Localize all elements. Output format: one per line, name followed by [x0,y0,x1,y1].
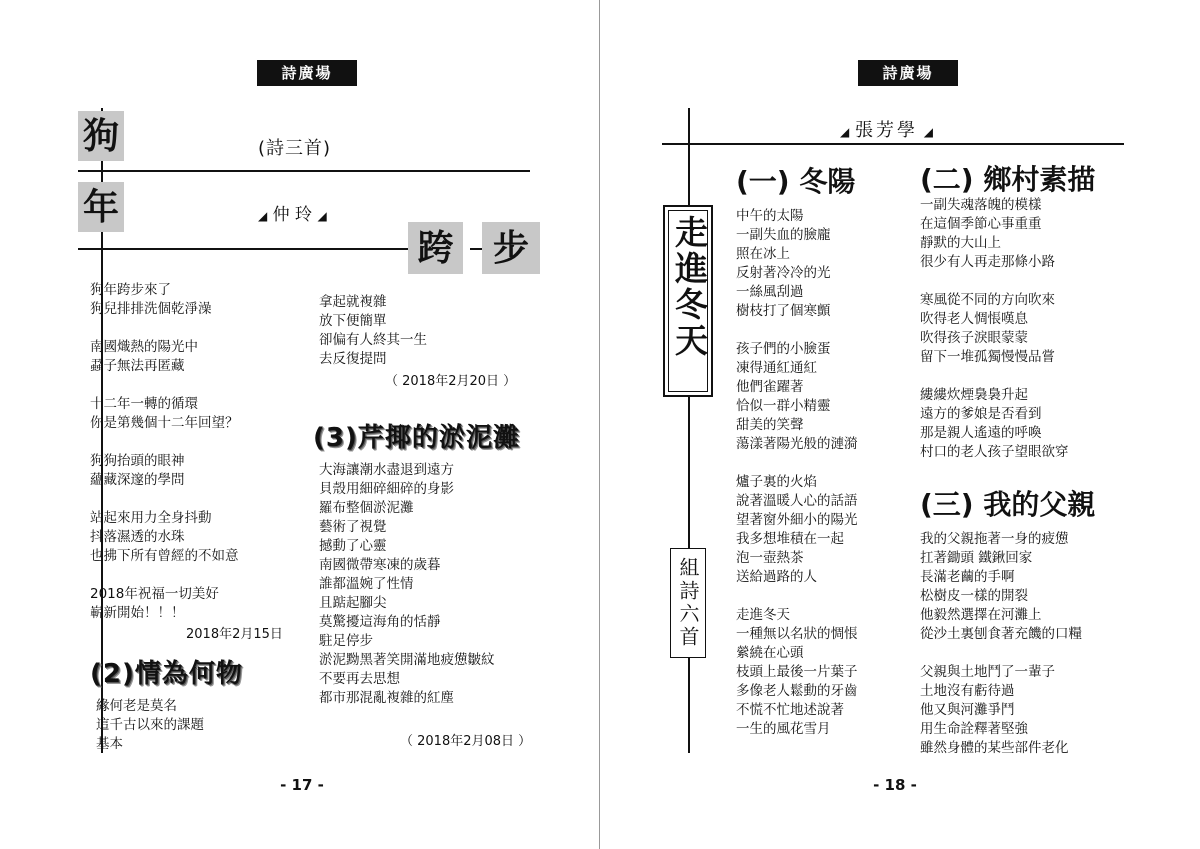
poem-line: 用生命詮釋著堅強 [920,721,1028,737]
author-line: ◢ 仲 玲 ◢ [258,205,327,225]
vertical-title: 走進冬天 [670,215,709,359]
poem-line: 都市那混亂複雜的紅塵 [319,690,454,706]
poem-1-body [90,281,239,623]
poem-1-body [736,207,858,739]
poem-line: 雖然身體的某些部件老化 [920,740,1069,756]
title-char-stride: 跨 [408,222,463,274]
poem-line: 莫驚擾這海角的恬靜 [319,614,441,630]
page-number: - 18 - [873,776,917,794]
title-char-dog: 狗 [78,111,124,161]
poem-line: 南國微帶寒凍的歲暮 [319,557,441,573]
horizontal-rule [662,143,1124,145]
poem-line: 送給過路的人 [736,569,817,585]
poem-2-heading: (2)情為何物 [90,659,243,689]
poem-line: 爐子裏的火焰 [736,474,817,490]
poem-line: 站起來用力全身抖動 [90,510,212,526]
poem-line: 村口的老人孩子望眼欲穿 [920,444,1069,460]
right-page [600,0,1200,849]
horizontal-rule-bottom [78,248,408,250]
poem-line: 卻偏有人終其一生 [319,332,427,348]
horizontal-rule-top [78,170,530,172]
poem-line: 狗兒排排洗個乾淨澡 [90,301,212,317]
poem-2-heading: (二) 鄉村素描 [920,163,1096,196]
poem-line: 駐足停步 [319,633,373,649]
poem-line: 孩子們的小臉蛋 [736,341,831,357]
poem-line: 你是第幾個十二年回望？ [90,415,239,431]
rule-connector [470,248,482,250]
poem-line: 靜默的大山上 [920,235,1001,251]
poem-line: 那是親人遙遠的呼喚 [920,425,1042,441]
poem-line: 藝術了視覺 [319,519,387,535]
poem-1-heading: (一) 冬陽 [736,165,856,198]
poem-line: 撼動了心靈 [319,538,387,554]
poem-line: 樹枝打了個寒顫 [736,303,831,319]
poem-3-heading: (三) 我的父親 [920,488,1096,521]
poem-line: 一種無以名狀的惆悵 [736,626,858,642]
poem-line: 狗狗抬頭的眼神 [90,453,185,469]
vertical-subtitle: 組詩六首 [676,557,700,649]
title-char-step: 步 [482,222,540,274]
poem-line: 縈繞在心頭 [736,645,804,661]
poem-line: 土地沒有虧待過 [920,683,1015,699]
poem-2-body-col1 [96,697,204,754]
poem-line: 羅布整個淤泥灘 [319,500,414,516]
poem-line: 放下便簡單 [319,313,387,329]
poem-line: 且踮起腳尖 [319,595,387,611]
poem-line: 誰都溫婉了性情 [319,576,414,592]
poem-line: 他毅然選擇在河灘上 [920,607,1042,623]
poem-line: 甜美的笑聲 [736,417,804,433]
author-name: 仲 玲 [272,205,313,225]
poem-line: 基本 [96,736,123,752]
poem-line: 枝頭上最後一片葉子 [736,664,858,680]
poem-line: 寒風從不同的方向吹來 [920,292,1055,308]
poem-line: 中午的太陽 [736,208,804,224]
poem-line: 2018年祝福一切美好 [90,586,219,602]
poem-line: 蕩漾著陽光般的漣漪 [736,436,858,452]
poem-line: 恰似一群小精靈 [736,398,831,414]
poem-3-body [319,461,495,708]
poem-2-date: （ 2018年2月20日 ） [385,374,517,389]
poem-1-date: 2018年2月15日 [186,627,283,642]
poem-line: 拿起就複雜 [319,294,387,310]
poem-line: 嶄新開始！！！ [90,605,185,621]
poem-line: 很少有人再走那條小路 [920,254,1055,270]
poem-line: 南國熾熱的陽光中 [90,339,198,355]
poem-line: 從沙土裏刨食著充饑的口糧 [920,626,1082,642]
poem-line: 長滿老繭的手啊 [920,569,1015,585]
vertical-title-box [663,205,713,397]
page-number: - 17 - [280,776,324,794]
poem-line: 一生的風花雪月 [736,721,831,737]
poem-line: 大海讓潮水盡退到遠方 [319,462,454,478]
poem-line: 遠方的爹娘是否看到 [920,406,1042,422]
poem-3-body [920,530,1082,758]
poem-line: 縷縷炊煙裊裊升起 [920,387,1028,403]
poem-line: 他們雀躍著 [736,379,804,395]
poem-line: 在這個季節心事重重 [920,216,1042,232]
title-char-year: 年 [78,182,124,232]
author-name: 張芳學 [854,120,918,141]
poem-line: 泡一壺熱茶 [736,550,804,566]
poem-line: 照在冰上 [736,246,790,262]
poem-line: 我多想堆積在一起 [736,531,844,547]
poem-line: 凍得通紅通紅 [736,360,817,376]
poem-line: 走進冬天 [736,607,790,623]
poem-2-body-col2 [319,293,427,369]
poem-line: 十二年一轉的循環 [90,396,198,412]
poem-line: 父親與土地鬥了一輩子 [920,664,1055,680]
poem-line: 貝殼用細碎細碎的身影 [319,481,454,497]
poem-line: 不要再去思想 [319,671,400,687]
poem-line: 他又與河灘爭鬥 [920,702,1015,718]
poem-line: 一絲風刮過 [736,284,804,300]
poem-line: 緣何老是莫名 [96,698,177,714]
poem-line: 說著溫暖人心的話語 [736,493,858,509]
poem-line: 我的父親拖著一身的疲憊 [920,531,1069,547]
poem-line: 松樹皮一樣的開裂 [920,588,1028,604]
poem-line: 抖落濕透的水珠 [90,529,185,545]
poem-3-heading: (3)芹揶的淤泥灘 [313,423,520,453]
poem-line: 不慌不忙地述說著 [736,702,844,718]
poem-3-date: （ 2018年2月08日 ） [400,734,532,749]
poem-line: 也拂下所有曾經的不如意 [90,548,239,564]
poem-line: 去反復提問 [319,351,387,367]
poem-line: 多像老人鬆動的牙齒 [736,683,858,699]
poem-line: 一副失魂落魄的模樣 [920,197,1042,213]
poem-line: 蝨子無法再匿藏 [90,358,185,374]
poem-line: 扛著鋤頭 鐵鍬回家 [920,550,1033,566]
poem-line: 淤泥黝黑著笑開滿地疲憊皺紋 [319,652,495,668]
poem-line: 吹得老人惆悵嘆息 [920,311,1028,327]
poem-line: 望著窗外細小的陽光 [736,512,858,528]
poem-line: 吹得孩子淚眼蒙蒙 [920,330,1028,346]
poem-line: 蘊藏深邃的學問 [90,472,185,488]
poem-line: 這千古以來的課題 [96,717,204,733]
subtitle: (詩三首) [258,138,332,159]
poem-2-body [920,196,1069,462]
poem-line: 一副失血的臉龐 [736,227,831,243]
poem-line: 留下一堆孤獨慢慢品嘗 [920,349,1055,365]
header-label: 詩廣場 [858,60,958,86]
header-label: 詩廣場 [257,60,357,86]
vertical-subtitle-box [670,548,706,658]
author-line: ◢ 張芳學 ◢ [840,120,933,141]
poem-line: 狗年跨步來了 [90,282,171,298]
poem-line: 反射著冷冷的光 [736,265,831,281]
